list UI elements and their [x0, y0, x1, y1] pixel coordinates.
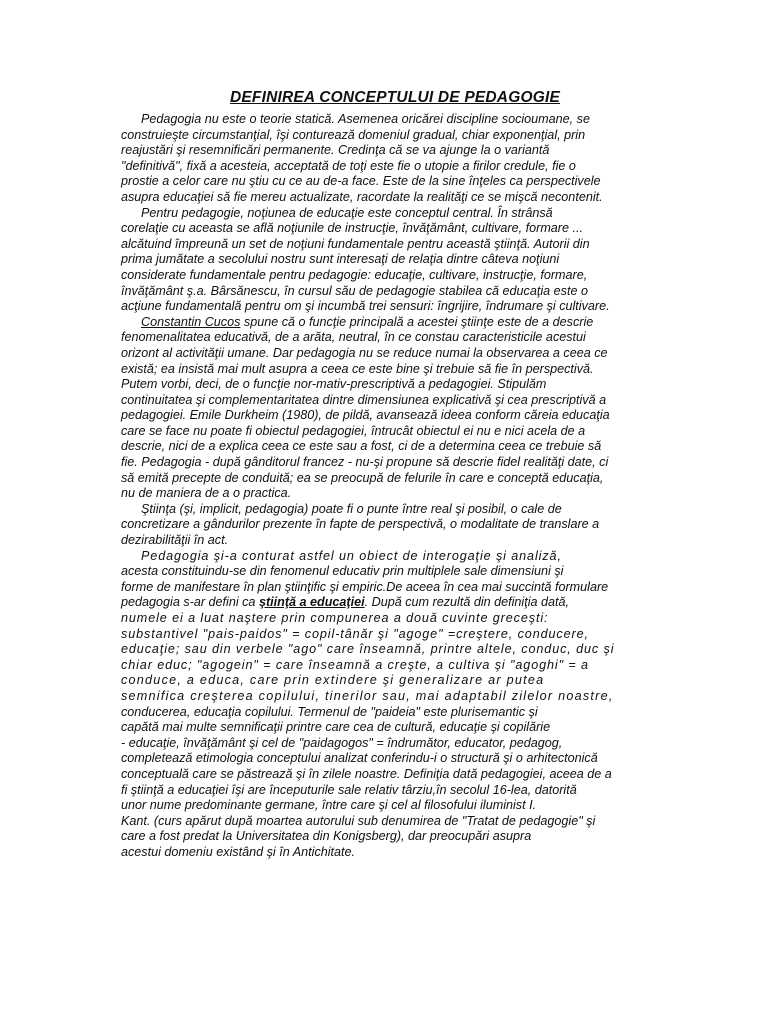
document-title: DEFINIREA CONCEPTULUI DE PEDAGOGIE	[229, 89, 561, 106]
author-name: Constantin Cucos	[141, 314, 241, 329]
document-page	[121, 88, 669, 861]
paragraph-5	[121, 549, 669, 861]
paragraph-4	[121, 502, 669, 549]
text-line: substantivel "pais-paidos" = copil-tânăr şi "agoge" =creştere, conducere,	[121, 626, 589, 641]
text-line: corelaţie cu aceasta se află noţiunile de instrucţie, învăţământ, cultivare, formare ...	[121, 221, 584, 236]
paragraph-1	[121, 112, 669, 206]
text-line: acestui domeniu existând şi în Antichitate.	[121, 844, 356, 859]
emphasized-term: ştiinţă a educaţiei	[258, 595, 365, 610]
text-line: conceptuală care se păstrează şi în zilele noastre. Definiţia dată pedagogiei, aceea de a	[121, 766, 612, 781]
text-line: prima jumătate a secolului nostru sunt interesaţi de relaţia dintre câteva noţiuni	[121, 252, 560, 267]
text-line: acesta constituindu-se din fenomenul educativ prin multiplele sale dimensiuni şi	[121, 564, 564, 579]
text-line: semnifica creşterea copilului, tinerilor sau, mai adaptabil zilelor noastre,	[121, 688, 614, 703]
text-line: asupra educaţiei să fie mereu actualizate, racordate la realităţi ce se mişcă necontenit.	[121, 189, 603, 204]
text-line: educaţie; sau din verbele "ago" care înseamnă, printre altele, conduc, duc şi	[121, 642, 615, 657]
text-line: continuitatea şi complementaritatea dintre dimensiunea explicativă şi cea prescriptivă a	[121, 392, 607, 407]
text-fragment: spune că o funcţie principală a acestei ştiinţe este de a descrie	[240, 314, 594, 329]
text-line: capătă mai multe semnificaţii printre care cea de cultură, educaţie şi copilărie	[121, 720, 551, 735]
text-line: Pedagogia şi-a conturat astfel un obiect de interogaţie şi analiză,	[141, 548, 562, 563]
text-line: care a fost predat la Universitatea din Konigsberg), dar preocupări asupra	[121, 829, 532, 844]
document-body	[121, 112, 669, 861]
text-line: care se face nu poate fi obiectul pedagogiei, întrucât obiectul ei nu e nici acela de a	[121, 423, 586, 438]
text-line: există; ea insistă mai mult asupra a ceea ce este bine şi trebuie să fie în perspectivă.	[121, 361, 594, 376]
text-line: fi ştiinţă a educaţiei îşi are începuturile sale relativ târziu,în secolul 16-lea, datorită	[121, 782, 577, 797]
text-line: completează etimologia conceptului analizat conferindu-i o structură şi o arhitectonică	[121, 751, 598, 766]
text-line: numele ei a luat naştere prin compunerea a două cuvinte greceşti:	[121, 611, 549, 625]
text-line: Ştiinţa (şi, implicit, pedagogia) poate fi o punte între real şi posibil, o cale de	[141, 501, 562, 516]
paragraph-3	[121, 315, 669, 502]
text-line: acţiune fundamentală pentru om şi incumbă trei sensuri: îngrijire, îndrumare şi cultivare.	[121, 299, 610, 314]
text-line: descrie, nici de a explica ceea ce este sau a fost, ci de a determina ceea ce trebuie să	[121, 439, 602, 454]
text-line: considerate fundamentale pentru pedagogie: educaţie, cultivare, instrucţie, formare,	[121, 267, 588, 282]
text-line: Pedagogia nu este o teorie statică. Asemenea oricărei discipline socioumane, se	[141, 112, 590, 126]
text-line: Putem vorbi, deci, de o funcţie nor-mativ-prescriptivă a pedagogiei. Stipulăm	[121, 377, 547, 392]
text-line: Kant. (curs apărut după moartea autorului sub denumirea de "Tratat de pedagogie" şi	[121, 813, 596, 828]
paragraph-2	[121, 206, 669, 315]
text-line: să emită precepte de conduită; ea se preocupă de felurile în care e conceptă educaţia,	[121, 470, 604, 485]
text-line: învăţământ ş.a. Bârsănescu, în cursul său de pedagogie stabilea că educaţia este o	[121, 283, 588, 298]
text-line: "definitivă", fixă a acesteia, acceptată de toţi este fie o utopie a firilor credule, fie o	[121, 158, 576, 173]
text-line: orizont al activităţii umane. Dar pedagogia nu se reduce numai la observarea a ceea ce	[121, 345, 608, 360]
text-line	[121, 315, 669, 331]
text-line: conduce, a educa, care prin extindere şi generalizare ar putea	[121, 673, 545, 688]
text-line: pedagogiei. Emile Durkheim (1980), de pildă, avansează ideea conform căreia educaţia	[121, 408, 610, 423]
text-fragment: . După cum rezultă din definiţia dată,	[364, 595, 570, 610]
text-line: nu de maniera de a o practica.	[121, 486, 292, 501]
text-line: fenomenalitatea educativă, de a arăta, neutral, în ce constau caracteristicile acestui	[121, 330, 586, 345]
text-line	[121, 595, 669, 611]
text-fragment: pedagogia s-ar defini ca	[121, 595, 259, 610]
text-line: dezirabilităţii în act.	[121, 533, 229, 548]
text-line: concretizare a gândurilor prezente în fapte de perspectivă, o modalitate de translare a	[121, 517, 600, 532]
text-line: construieşte circumstanţial, îşi conturează domeniul gradual, chiar exponenţial, prin	[121, 127, 586, 142]
text-line: - educaţie, învăţământ şi cel de "paidagogos" = îndrumător, educator, pedagog,	[121, 735, 563, 750]
text-line: prostie a celor care nu ştiu cu ce au de-a face. Este de la sine înţeles ca perspectivele	[121, 174, 601, 189]
text-line: alcătuind împreună un set de noţiuni fundamentale pentru această ştiinţă. Autorii din	[121, 236, 590, 251]
text-line: unor nume predominante germane, între care şi cel al filosofului iluminist I.	[121, 798, 537, 813]
text-line: fie. Pedagogia - după gânditorul francez - nu-şi propune să descrie fidel realităţi date, ci	[121, 455, 609, 470]
text-line: reajustări şi resemnificări permanente. Credinţa că se va ajunge la o variantă	[121, 143, 550, 158]
text-line: conducerea, educaţia copilului. Termenul de "paideia" este plurisemantic şi	[121, 704, 538, 719]
text-line: forme de manifestare în plan ştiinţific şi empiric.De aceea în cea mai succintă formulare	[121, 579, 609, 594]
text-line: Pentru pedagogie, noţiunea de educaţie este conceptul central. În strânsă	[141, 205, 553, 220]
text-line: chiar educ; "agogein" = care înseamnă a creşte, a cultiva şi "agoghi" = a	[121, 657, 589, 672]
